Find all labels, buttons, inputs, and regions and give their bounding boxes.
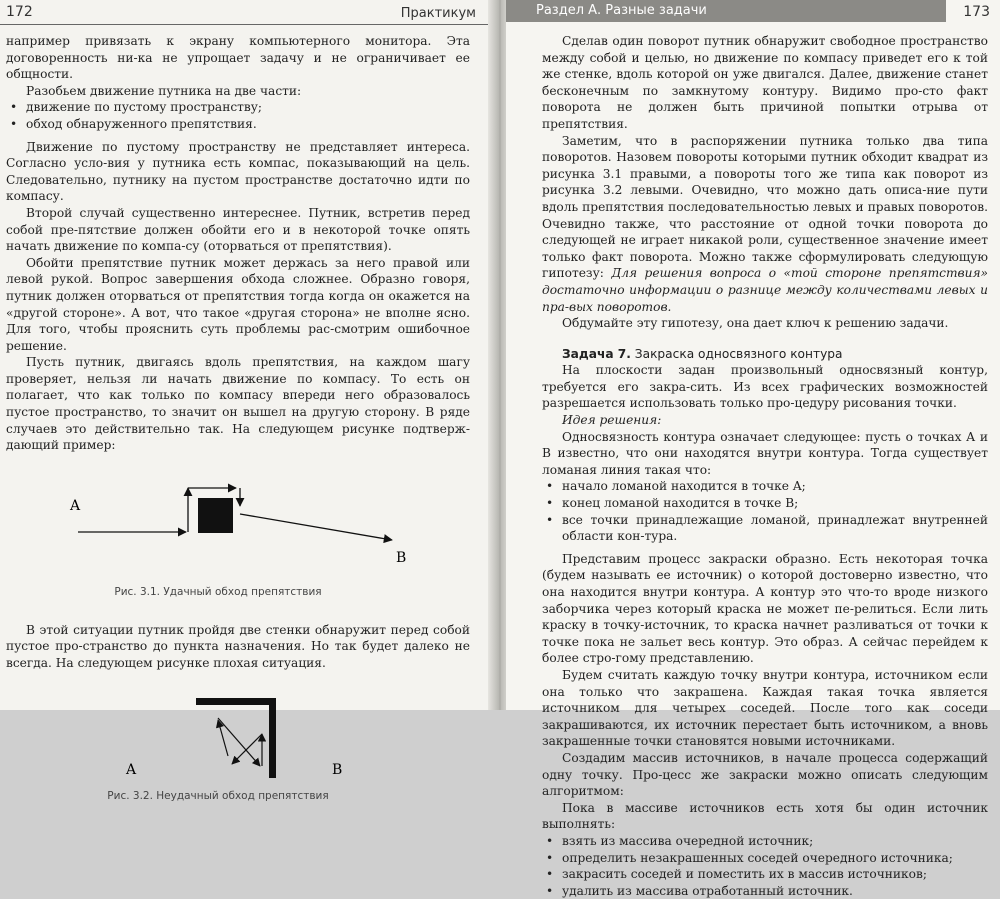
idea-label <box>542 412 988 429</box>
figure-3-1 <box>6 454 470 604</box>
paragraph: В этой ситуации путник пройдя две стенки обнаружит перед собой пустое про-странство до пункта назначения. Но так будет далеко не всегда. На следующем рисунке плохая ситуация. <box>6 622 470 671</box>
paragraph: Пока в массиве источников есть хотя бы один источник выполнять: <box>542 800 988 832</box>
paragraph: Разобьем движение путника на две части: <box>26 83 302 98</box>
obstacle-wall-right <box>269 698 276 778</box>
list-item: • определить незакрашенных соседей очередного источника; <box>560 850 988 867</box>
page-number: 173 <box>963 4 990 20</box>
figure-3-2-drawing <box>6 672 470 780</box>
obstacle-wall-top <box>196 698 276 705</box>
list-item: • обход обнаруженного препятствия. <box>24 116 470 133</box>
right-page-header <box>506 0 1000 28</box>
list-item: • конец ломаной находится в точке B; <box>560 495 988 512</box>
paragraph: Представим процесс закраски образно. Есть некоторая точка (будем называть ее источник) о которой достоверно известно, что она находится внутри контура. А контур это что-то вроде низкого заборчика через который краска не может пе-релиться. Если лить краску в точку-источник, то краска начнет разливаться от точки к точке пока не зальет весь контур. Это образ. А сейчас перейдем к более стро-гому представлению. <box>542 551 988 666</box>
bullet-list <box>6 99 470 132</box>
right-page <box>506 0 1000 898</box>
paragraph: Обдумайте эту гипотезу, она дает ключ к решению задачи. <box>562 316 949 331</box>
figure-caption: Рис. 3.1. Удачный обход препятствия <box>114 586 322 599</box>
bullet-list <box>542 833 988 899</box>
task-heading <box>542 346 988 363</box>
paragraph: Создадим массив источников, в начале процесса содержащий одну точку. Про-цесс же закраски можно описать следующим алгоритмом: <box>542 750 988 799</box>
paragraph: На плоскости задан произвольный односвязный контур, требуется его закра-сить. Из всех графических возможностей разрешается использовать только про-цедуру рисования точки. <box>542 363 988 411</box>
paragraph: Второй случай существенно интереснее. Путник, встретив перед собой пре-пятствие должен обойти его и в некоторой точке опять начать движение по компа-су (оторваться от препятствия). <box>6 205 470 254</box>
paragraph <box>542 133 988 316</box>
list-item: • движение по пустому пространству; <box>24 99 470 116</box>
bullet-list <box>542 478 988 544</box>
point-b-label: B <box>396 549 407 566</box>
left-page-body <box>6 33 470 802</box>
page-number: 172 <box>6 4 33 20</box>
point-a-label: A <box>126 761 137 778</box>
obstacle-square <box>198 498 233 533</box>
hypothesis-text: Для решения вопроса о «той стороне препятствия» достаточно информации о разнице между количествами левых и пра-вых поворотов. <box>542 266 988 314</box>
paragraph: Сделав один поворот путник обнаружит свободное пространство между собой и целью, но движение по компасу приведет его к той же стенке, вдоль которой он уже двигался. Далее, движение станет бесконечным по замкнутому контуру. Видимо про-сто факт поворота не должен быть причиной попытки отрыва от препятствия. <box>542 34 988 131</box>
list-item: • взять из массива очередной источник; <box>560 833 988 850</box>
running-title: Раздел А. Разные задачи <box>536 3 707 18</box>
list-item: • закрасить соседей и поместить их в массив источников; <box>560 866 988 883</box>
list-item: • удалить из массива отработанный источник. <box>560 883 988 899</box>
paragraph: Движение по пустому пространству не представляет интереса. Согласно усло-вия у путника есть компас, показывающий на цель. Следовательно, путнику на пустом пространстве достаточно идти по компасу. <box>6 139 470 204</box>
path-segment <box>240 514 392 540</box>
running-title: Практикум <box>400 6 476 21</box>
paragraph: например привязать к экрану компьютерного монитора. Эта договоренность ни-ка не упрощает задачу и не ограничивает ее общности. <box>6 34 470 82</box>
left-page-header <box>0 0 488 28</box>
paragraph-text: Заметим, что в распоряжении путника только два типа поворотов. Назовем повороты которыми путник обходит квадрат из рисунка 3.1 правыми, а повороты того же типа как поворот из рисунка 3.2 левыми. Очевидно, что можно дать описа-ние пути вдоль препятствия последовательностью левых и правых поворотов. Очевидно также, что расстояние от одной точки поворота до следующей не играет никакой роли, существенное значение имеет только факт поворота. Можно также сформулировать следующую гипотезу: <box>542 133 988 281</box>
idea-label-text: Идея решения: <box>562 413 662 428</box>
figure-3-2 <box>6 672 470 802</box>
list-item: • все точки принадлежащие ломаной, принадлежат внутренней области кон-тура. <box>560 512 988 545</box>
task-label: Задача 7. <box>562 346 631 361</box>
right-page-body <box>542 33 988 899</box>
path-segment <box>218 720 228 756</box>
point-b-label: B <box>332 761 343 778</box>
point-a-label: A <box>70 497 81 514</box>
header-rule <box>0 24 488 25</box>
left-page <box>0 0 494 803</box>
paragraph: Односвязность контура означает следующее: пусть о точках A и B известно, что они находятся внутри контура. Тогда существует ломаная линия такая что: <box>542 429 988 477</box>
paragraph: Пусть путник, двигаясь вдоль препятствия, на каждом шагу проверяет, нельзя ли начать движение по компасу. То есть он полагает, что как только по компасу впереди него образовалось пустое пространство, то значит он вышел на другую сторону. В ряде случаев это действительно так. На следующем рисунке подтверж-дающий пример: <box>6 355 470 453</box>
paragraph: Обойти препятствие путник может держась за него правой или левой рукой. Вопрос завершения обхода сложнее. Образно говоря, путник должен оторваться от препятствия тогда когда он окажется на «другой стороне». А вот, что такое «другая сторона» не вполне ясно. Для того, чтобы прояснить суть проблемы рас-смотрим ошибочное решение. <box>6 255 470 353</box>
figure-3-1-drawing <box>6 454 470 584</box>
task-name: Закраска односвязного контура <box>634 346 843 361</box>
figure-caption: Рис. 3.2. Неудачный обход препятствия <box>107 790 329 803</box>
paragraph: Будем считать каждую точку внутри контура, источником если она только что закрашена. Каждая такая точка является источником для четырех соседей. После того как соседи закрашиваются, их источник перестает быть источником, а вновь закрашенные точки становятся новыми источниками. <box>542 667 988 749</box>
list-item: • начало ломаной находится в точке A; <box>560 478 988 495</box>
